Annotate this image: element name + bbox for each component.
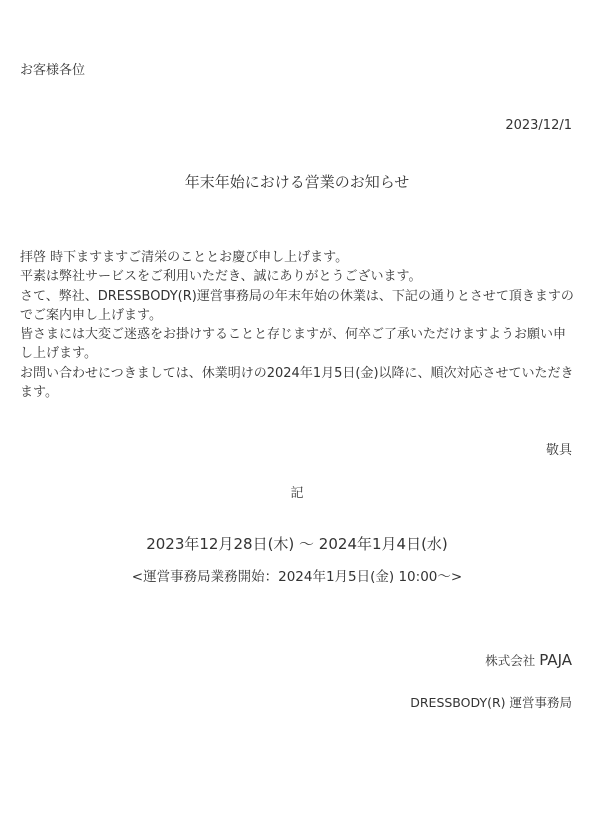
- notice-title: 年末年始における営業のお知らせ: [184, 173, 410, 191]
- office-name: DRESSBODY(R) 運営事務局: [410, 695, 572, 710]
- notice-body: [20, 248, 575, 402]
- holiday-period: 2023年12月28日(木) 〜 2024年1月4日(水): [146, 535, 448, 553]
- body-line-thanks: 平素は弊社サービスをご利用いただき、誠にありがとうございます。: [20, 269, 422, 285]
- body-line-greeting: 拝啓 時下ますますご清栄のこととお慶び申し上げます。: [20, 250, 349, 265]
- resume-notice: <運営事務局業務開始：2024年1月5日(金) 10:00〜>: [131, 569, 463, 585]
- company-prefix: 株式会社: [485, 653, 536, 668]
- salutation: お客様各位: [20, 63, 86, 78]
- company-brand: PAJA: [539, 651, 572, 669]
- company-name: [485, 650, 572, 671]
- body-line-holiday: さて、弊社、DRESSBODY(R)運営事務局の年末年始の休業は、下記の通りとさせて頂きますのでご案内申し上げます。: [20, 288, 574, 323]
- body-line-inquiries: お問い合わせにつきましては、休業明けの2024年1月5日(金)以降に、順次対応させていただきます。: [20, 365, 574, 401]
- ki-heading: 記: [290, 486, 304, 501]
- body-line-apology: 皆さまには大変ご迷惑をお掛けすることと存じますが、何卒ご了承いただけますようお願い申し上げます。: [20, 327, 567, 362]
- notice-date: 2023/12/1: [505, 118, 572, 133]
- closing-keigu: 敬具: [545, 443, 572, 458]
